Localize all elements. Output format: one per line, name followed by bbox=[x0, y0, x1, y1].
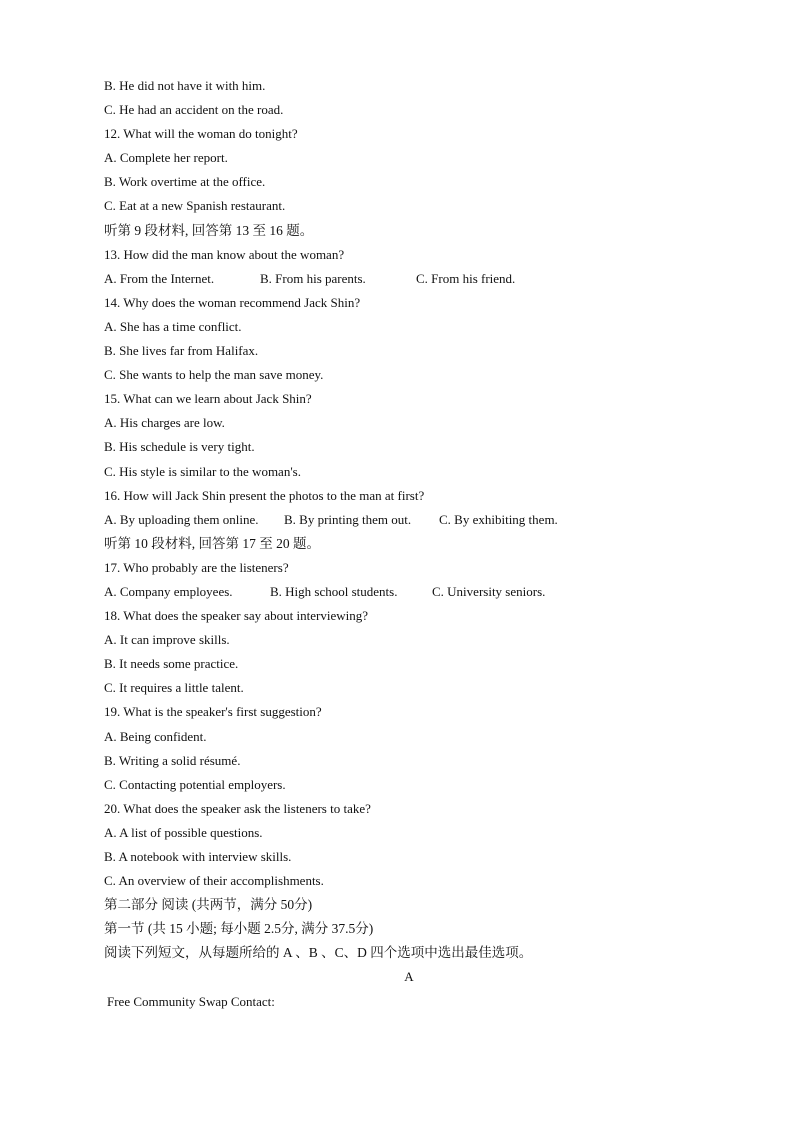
passage-label: A bbox=[404, 969, 414, 985]
question-19: 19. What is the speaker's first suggestion? bbox=[104, 704, 322, 720]
question-15: 15. What can we learn about Jack Shin? bbox=[104, 391, 312, 407]
option-17b: B. High school students. bbox=[270, 583, 398, 599]
option-15a: A. His charges are low. bbox=[104, 415, 225, 431]
option-12b: B. Work overtime at the office. bbox=[104, 174, 266, 190]
option-15b: B. His schedule is very tight. bbox=[104, 439, 255, 455]
question-16: 16. How will Jack Shin present the photos to the man at first? bbox=[104, 487, 425, 503]
option-18a: A. It can improve skills. bbox=[104, 632, 230, 648]
option-14b: B. She lives far from Halifax. bbox=[104, 343, 259, 359]
option-12c: C. Eat at a new Spanish restaurant. bbox=[104, 198, 286, 214]
reading-instruction: 阅读下列短文，从每题所给的 A 、B 、C、D 四个选项中选出最佳选项。 bbox=[104, 945, 533, 961]
question-18: 18. What does the speaker say about interviewing? bbox=[104, 608, 369, 624]
option-16a: A. By uploading them online. bbox=[104, 511, 259, 527]
option-19a: A. Being confident. bbox=[104, 728, 207, 744]
option-13b: B. From his parents. bbox=[260, 270, 366, 286]
option-15c: C. His style is similar to the woman's. bbox=[104, 463, 301, 479]
question-14: 14. Why does the woman recommend Jack Shin? bbox=[104, 294, 361, 310]
option-20b: B. A notebook with interview skills. bbox=[104, 849, 292, 864]
option-18c: C. It requires a little talent. bbox=[104, 680, 244, 696]
question-17: 17. Who probably are the listeners? bbox=[104, 559, 289, 575]
option-16c: C. By exhibiting them. bbox=[439, 511, 558, 527]
question-13: 13. How did the man know about the woman? bbox=[104, 246, 345, 262]
option-11c: C. He had an accident on the road. bbox=[104, 102, 284, 118]
options-row-17 bbox=[104, 580, 744, 604]
part-two-heading: 第二部分 阅读 (共两节，满分 50分) bbox=[104, 897, 313, 913]
option-14c: C. She wants to help the man save money. bbox=[104, 367, 324, 383]
option-13a: A. From the Internet. bbox=[104, 270, 215, 286]
option-11b: B. He did not have it with him. bbox=[104, 78, 266, 93]
section-instruction-10: 听第 10 段材料, 回答第 17 至 20 题。 bbox=[104, 535, 320, 551]
option-17c: C. University seniors. bbox=[432, 583, 546, 599]
passage-title: Free Community Swap Contact: bbox=[107, 993, 275, 1009]
option-14a: A. She has a time conflict. bbox=[104, 318, 242, 334]
options-row-16 bbox=[104, 508, 744, 532]
option-17a: A. Company employees. bbox=[104, 583, 233, 599]
option-13c: C. From his friend. bbox=[416, 270, 516, 286]
option-19c: C. Contacting potential employers. bbox=[104, 776, 286, 792]
question-12: 12. What will the woman do tonight? bbox=[104, 126, 298, 142]
option-20c: C. An overview of their accomplishments. bbox=[104, 873, 324, 889]
option-20a: A. A list of possible questions. bbox=[104, 824, 263, 840]
option-12a: A. Complete her report. bbox=[104, 150, 228, 166]
document-body bbox=[104, 74, 744, 1014]
question-20: 20. What does the speaker ask the listeners to take? bbox=[104, 800, 371, 816]
option-16b: B. By printing them out. bbox=[284, 511, 412, 527]
option-19b: B. Writing a solid résumé. bbox=[104, 752, 241, 768]
options-row-13 bbox=[104, 267, 744, 291]
section-instruction-9: 听第 9 段材料, 回答第 13 至 16 题。 bbox=[104, 222, 314, 238]
option-18b: B. It needs some practice. bbox=[104, 656, 239, 672]
section-one-heading: 第一节 (共 15 小题; 每小题 2.5分, 满分 37.5分) bbox=[104, 921, 374, 937]
